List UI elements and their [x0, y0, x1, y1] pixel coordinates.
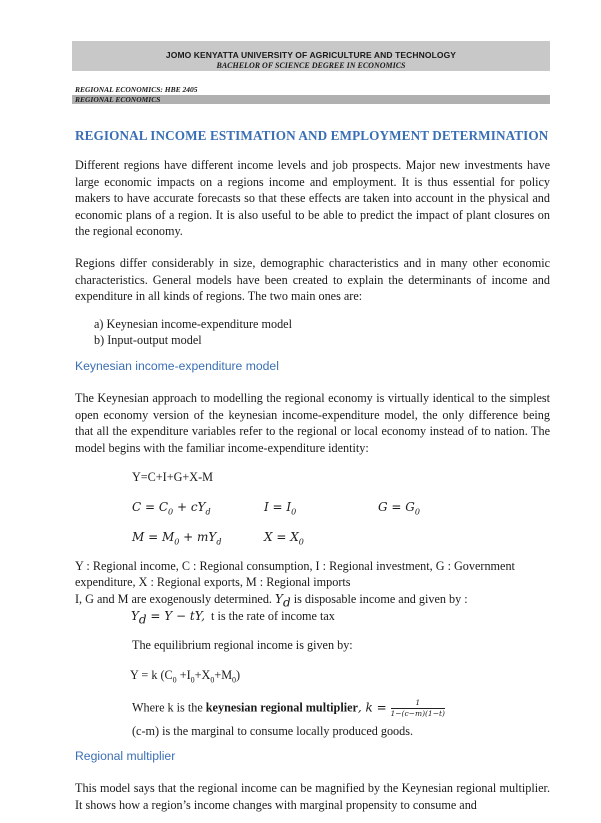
course-name: REGIONAL ECONOMICS: [75, 95, 161, 104]
multiplier-fraction: $\frac{1}{1-(c-m)(1-t)}$: [390, 698, 445, 718]
intro-paragraph-2: Regions differ considerably in size, demographic characteristics and in many other economic characteristics. General models have been created to explain the determinants of income and expenditure in all kinds of regions. The two main ones are:: [75, 256, 550, 304]
cm-note: (c-m) is the marginal to consume locally produced goods.: [132, 724, 414, 738]
intro-paragraph-1: Different regions have different income levels and job prospects. Major new investments have large economic impacts on a regions income and employment. It is thus essential for policy makers to have accurate forecasts so that these effects are taken into account in the physical and economic plans of a region. It is also useful to be able to predict the impact of plant closures on the regional economy.: [75, 158, 550, 239]
imports-equation: $M = M_0 + mY_d$: [132, 530, 222, 547]
course-code: REGIONAL ECONOMICS: HBE 2405: [75, 85, 198, 94]
subheading-keynesian: Keynesian income-expenditure model: [75, 359, 279, 373]
definitions-line-1: Y : Regional income, C : Regional consumption, I : Regional investment, G : Government: [75, 559, 515, 573]
consumption-equation: $C = C_0 + cY_d$: [132, 500, 211, 517]
section-title: REGIONAL INCOME ESTIMATION AND EMPLOYMENT DETERMINATION: [75, 128, 549, 143]
model-item-a: a) Keynesian income-expenditure model: [94, 317, 292, 331]
equilibrium-equation: Y = k $(C_0 +I_0+X_0+M_0)$: [130, 668, 241, 685]
final-paragraph: This model says that the regional income can be magnified by the Keynesian regional multiplier. It shows how a region’s income changes with marginal propensity to consume and: [75, 781, 550, 812]
equilibrium-intro: The equilibrium regional income is given by:: [132, 638, 353, 652]
multiplier-line: Where k is the keynesian regional multiplier, k = $\frac{1}{1-(c-m)(1-t)}$: [132, 698, 445, 718]
keynesian-paragraph: The Keynesian approach to modelling the regional economy is virtually identical to the simplest open economy version of the keynesian income-expenditure model, the only difference being that all the expenditure variables refer to the regional or local economy instead of to nation. The model begins with the familiar income-expenditure identity:: [75, 391, 550, 455]
exports-equation: $X = X_0$: [264, 530, 304, 547]
identity-equation: Y=C+I+G+X-M: [132, 470, 213, 484]
degree-name: BACHELOR OF SCIENCE DEGREE IN ECONOMICS: [216, 61, 406, 70]
university-name: JOMO KENYATTA UNIVERSITY OF AGRICULTURE AND TECHNOLOGY: [165, 50, 457, 60]
model-item-b: b) Input-output model: [94, 333, 202, 347]
exogenous-line: I, G and M are exogenously determined. $Y_d$ is disposable income and given by :: [75, 592, 468, 610]
subheading-regional-multiplier: Regional multiplier: [75, 749, 176, 763]
government-equation: $G = G_0$: [378, 500, 420, 517]
investment-equation: $I = I_0$: [264, 500, 297, 517]
disposable-income-equation: $Y_d = Y$ − tY, t is the rate of income tax: [131, 609, 335, 627]
definitions-line-2: expenditure, X : Regional exports, M : Regional imports: [75, 575, 351, 589]
header-banner: [72, 41, 550, 71]
